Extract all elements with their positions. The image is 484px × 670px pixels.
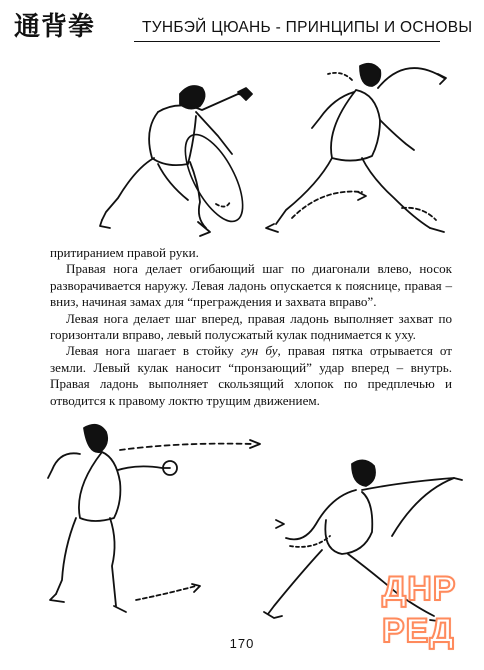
watermark-line-1: ДНР (382, 570, 457, 608)
paragraph-1: притиранием правой руки. (50, 245, 199, 260)
illustration-figure-3 (40, 418, 270, 628)
logo-calligraphy: 通背拳 (14, 12, 96, 42)
paragraph-2: Правая нога делает огибающий шаг по диагонали влево, носок разворачивается наружу. Левая ладонь опускается к пояснице, правая – вниз, начиная замах для “преграждения и захвата вправо”. (50, 261, 452, 310)
page-header (14, 12, 473, 46)
watermark-stamp (382, 568, 478, 662)
illustration-figure-1 (98, 72, 268, 247)
page-title: ТУНБЭЙ ЦЮАНЬ - ПРИНЦИПЫ И ОСНОВЫ (142, 19, 473, 36)
header-rule (134, 41, 440, 42)
paragraph-4 (50, 343, 452, 409)
illustration-figure-2 (262, 58, 462, 243)
paragraph-4-start: Левая нога шагает в стойку (66, 343, 241, 359)
paragraph-4-term: гун бу (240, 343, 278, 359)
paragraph-4-end: , правая пятка отрывается от земли. Левый кулак наносит “пронзающий” удар вперед – внутрь. Правая ладонь выполняет скользящий хлопок по предплечью и отводится к правому локтю трущим движением. (50, 343, 452, 408)
page-number: 170 (229, 636, 255, 651)
body-text (50, 245, 452, 409)
watermark-line-2: РЕД (382, 612, 455, 650)
paragraph-3: Левая нога делает шаг вперед, правая ладонь выполняет захват по горизонтали вправо, левый полусжатый кулак поднимается к уху. (50, 310, 452, 343)
